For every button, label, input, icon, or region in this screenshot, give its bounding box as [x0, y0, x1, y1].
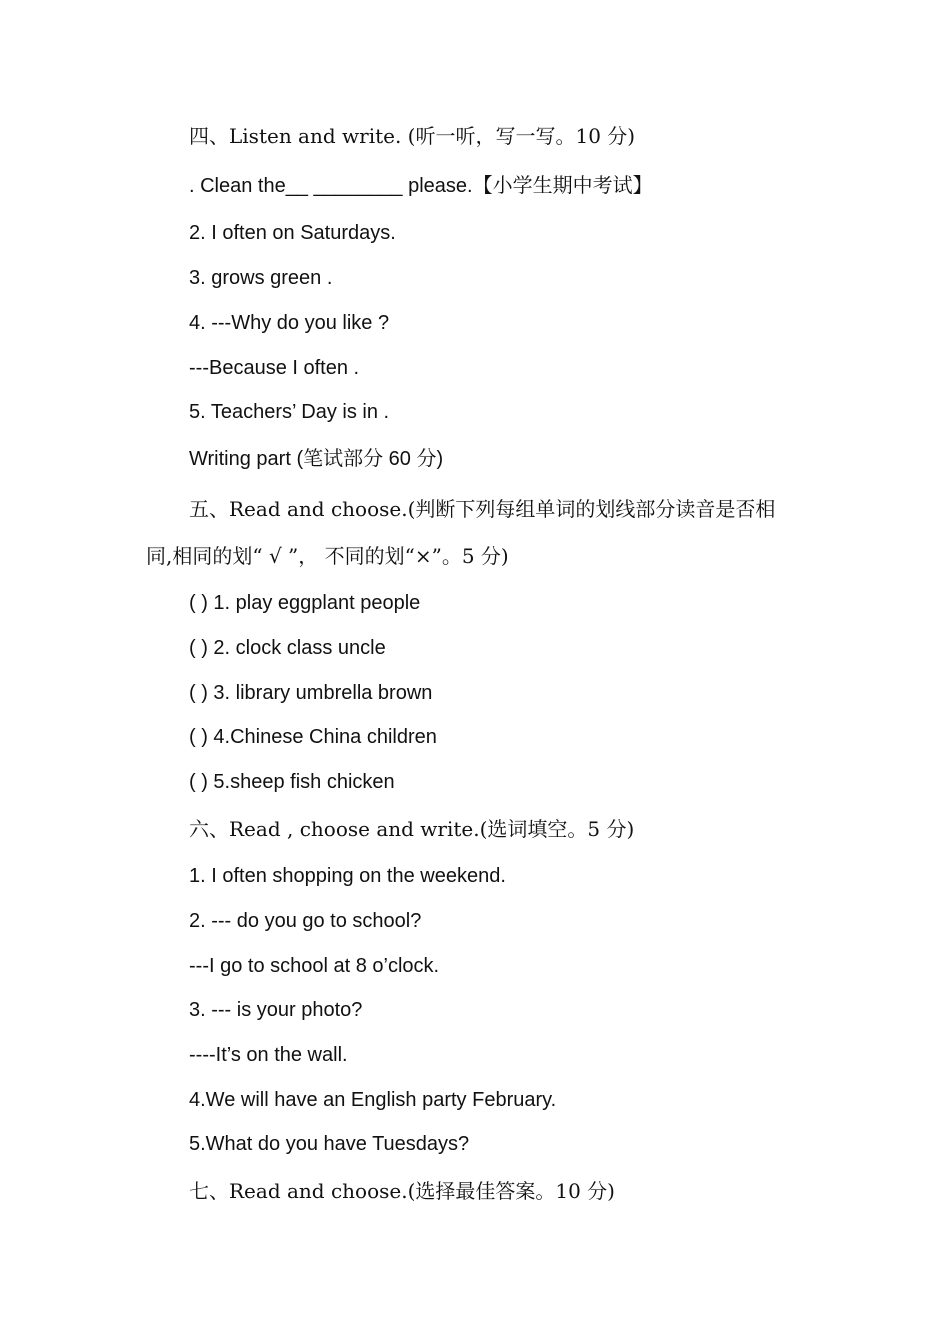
- writing-part-heading: Writing part (笔试部分 60 分): [189, 448, 444, 470]
- listen-item-4-answer: ---Because I often .: [189, 357, 360, 379]
- fill-item-2-answer: ---I go to school at 8 o’clock.: [189, 955, 440, 977]
- fill-item-4: 4.We will have an English party February.: [189, 1089, 557, 1111]
- fill-item-3-answer: ----It’s on the wall.: [189, 1044, 348, 1066]
- fill-item-1: 1. I often shopping on the weekend.: [189, 865, 506, 887]
- choose-item-4: ( ) 4.Chinese China children: [189, 726, 437, 748]
- choose-item-3: ( ) 3. library umbrella brown: [189, 682, 433, 704]
- listen-item-5: 5. Teachers’ Day is in .: [189, 401, 390, 423]
- fill-item-5: 5.What do you have Tuesdays?: [189, 1133, 470, 1155]
- fill-item-2-question: 2. --- do you go to school?: [189, 910, 422, 932]
- section-five-heading: 五、Read and choose.(判断下列每组单词的划线部分读音是否相: [189, 497, 776, 521]
- choose-item-5: ( ) 5.sheep fish chicken: [189, 771, 395, 793]
- section-seven-heading: 七、Read and choose.(选择最佳答案。10 分): [189, 1179, 615, 1203]
- listen-item-2: 2. I often on Saturdays.: [189, 222, 396, 244]
- fill-item-3-question: 3. --- is your photo?: [189, 999, 363, 1021]
- choose-item-1: ( ) 1. play eggplant people: [189, 592, 421, 614]
- choose-item-2: ( ) 2. clock class uncle: [189, 637, 386, 659]
- section-four-heading: 四、Listen and write. (听一听，写一写。10 分): [189, 124, 636, 148]
- listen-item-4-question: 4. ---Why do you like ?: [189, 312, 390, 334]
- listen-item-1: . Clean the__ ________ please.【小学生期中考试】: [189, 175, 653, 197]
- listen-item-3: 3. grows green .: [189, 267, 333, 289]
- section-five-heading-continued: 同,相同的划“ √ ”， 不同的划“×”。5 分): [146, 544, 509, 568]
- section-six-heading: 六、Read , choose and write.(选词填空。5 分): [189, 817, 635, 841]
